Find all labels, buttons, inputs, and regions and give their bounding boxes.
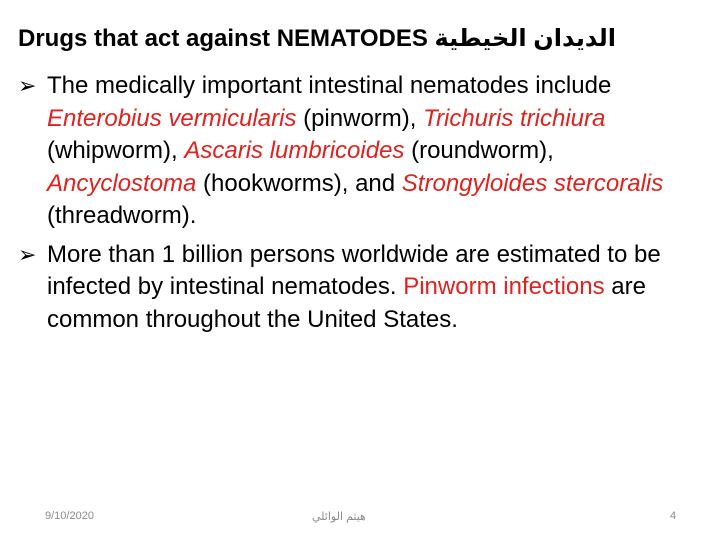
text-run: are common throughout the United States. bbox=[47, 273, 646, 333]
highlighted-term: Ascaris lumbricoides bbox=[184, 137, 405, 164]
text-run: The medically important intestinal nematodes include bbox=[47, 72, 612, 99]
page-number: 4 bbox=[670, 510, 677, 522]
text-run: More than 1 billion persons worldwide are estimated to be infected by intestinal nematodes. bbox=[47, 240, 661, 300]
text-run: (whipworm), bbox=[47, 137, 185, 164]
text-run: (pinworm), bbox=[296, 104, 424, 132]
bullet-text bbox=[47, 241, 661, 333]
text-run: (threadworm). bbox=[47, 202, 197, 229]
footer-author: هيثم الوائلي bbox=[312, 511, 366, 523]
highlighted-term: Strongyloides stercoralis bbox=[401, 169, 664, 197]
slide-title: Drugs that act against NEMATODES الديدان الخيطية bbox=[18, 25, 616, 52]
text-run: (roundworm), bbox=[404, 137, 554, 164]
highlighted-term: Trichuris trichiura bbox=[423, 104, 606, 132]
bullet-list bbox=[18, 70, 708, 342]
arrow-bullet-icon: ➢ bbox=[18, 241, 37, 267]
footer-date: 9/10/2020 bbox=[45, 510, 94, 522]
bullet-item bbox=[18, 70, 708, 233]
highlighted-term: Pinworm infections bbox=[403, 273, 605, 300]
bullet-item bbox=[18, 239, 708, 337]
highlighted-term: Enterobius vermicularis bbox=[47, 104, 297, 132]
text-run: (hookworms), and bbox=[196, 169, 402, 197]
bullet-text bbox=[47, 72, 663, 229]
highlighted-term: Ancyclostoma bbox=[47, 169, 197, 197]
arrow-bullet-icon: ➢ bbox=[18, 73, 37, 98]
